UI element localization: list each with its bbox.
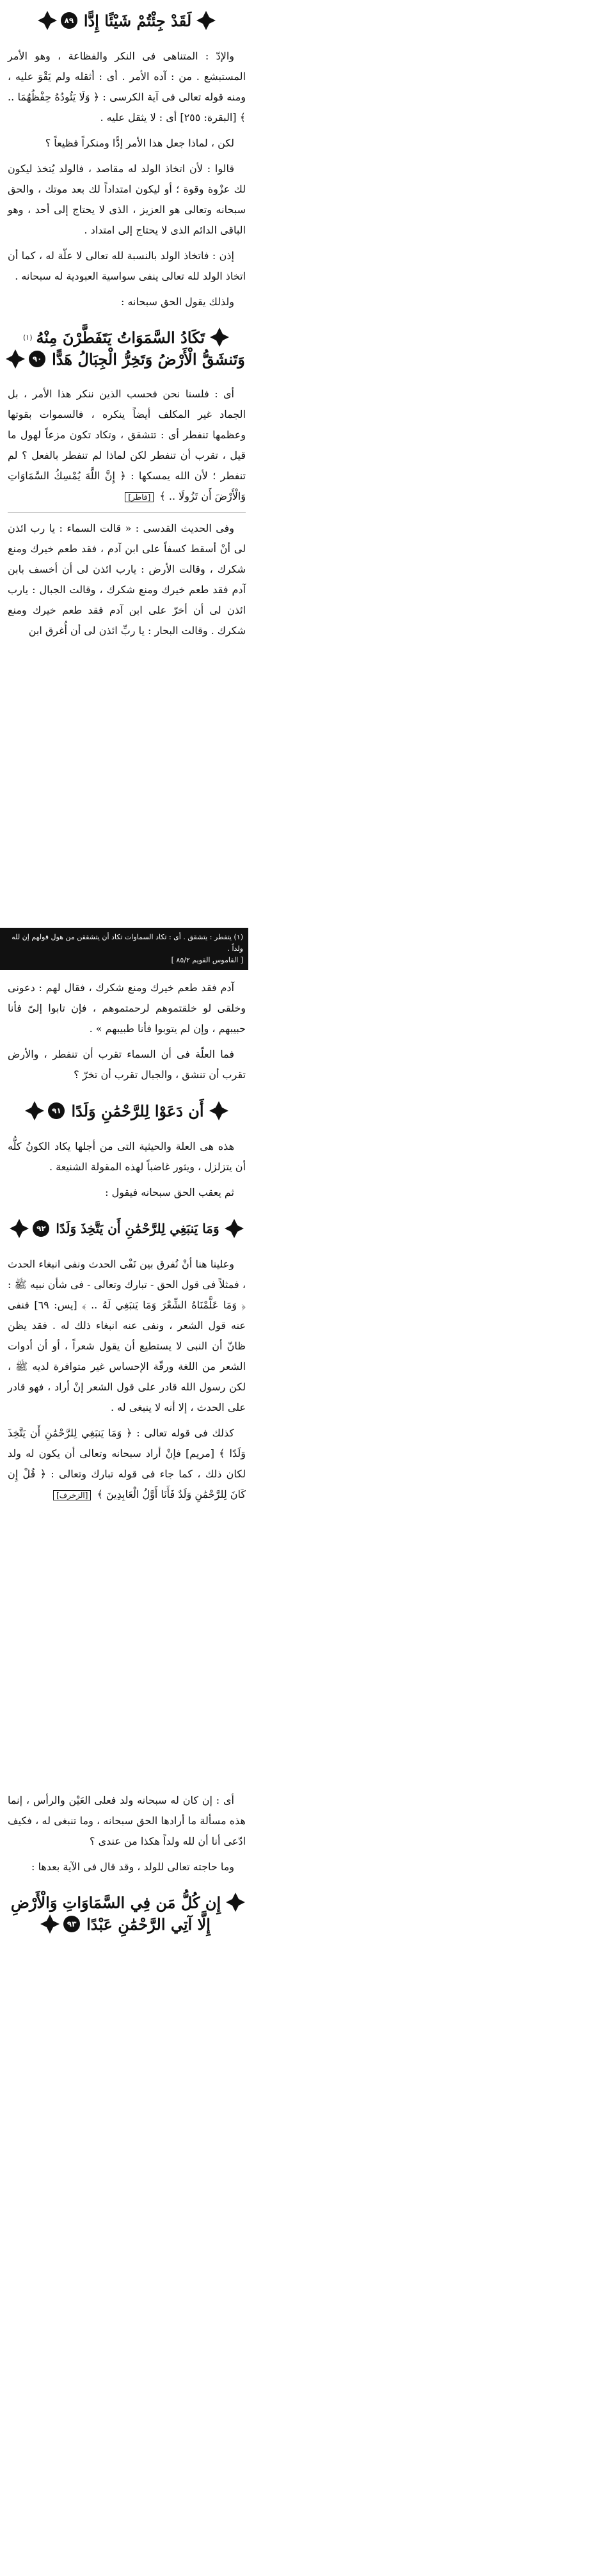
verse-text: لَقَدْ جِئْتُمْ شَيْئًا إِدًّا xyxy=(83,11,192,30)
paragraph: وعلينا هنا أنْ نُفرق بين نَفْى الحدث ونفى انبغاء الحدث ، فمثلاً فى قول الحق - تبارك وتعالى - فى شأن نبيه ﷺ : ﴿ وَمَا عَلَّمْنَاهُ الشِّعْرَ وَمَا يَنبَغِي لَهُ .. ﴾ [يس: ٦٩] فنفى عنه قول الشعر ، ونفى عنه انبغاء ذلك له . فقد يظن ظانّ أن النبى لا يستطيع أن يقول شعراً ، أو أن أدوات الشعر من اللغة ورقّة الإحساس غير متوافرة لديه ﷺ ، لكن رسول الله قادر على قول الشعر إنْ أراد ، فهو قادر على الحدث ، إلا أنه لا ينبغى له . xyxy=(8,1258,246,1413)
verse-banner-93 xyxy=(5,1882,248,1944)
page-strip-top xyxy=(5,0,248,646)
paragraph: والإدّ : المتناهى فى النكر والفظاعة ، وهو الأمر المستبشع . من : آده الأمر . أى : أثقله ولم يَقْوَ عليه ، ومنه قوله تعالى فى آية الكرسى : ﴿ وَلَا يَئُودُهُ حِفْظُهُمَا .. ﴾ [البقرة: ٢٥٥] أى : لا يثقل عليه . xyxy=(8,50,246,123)
source-tag: [الزخرف] xyxy=(53,1490,91,1500)
page-strip-bottom xyxy=(5,1785,248,1944)
footnote-marker: (١) xyxy=(22,333,33,342)
paragraph: وفى الحديث القدسى : « قالت السماء : يا رب ائذن لى أنْ أسقط كسفاً على ابن آدم ، فقد طعم خيرك ومنع شكرك ، وقالت الأرض : يارب ائذن لى أن أخسف بابن آدم فقد طعم خيرك ومنع شكرك ، وقالت الجبال : يارب ائذن لى أن أخرّ على ابن آدم فقد طعم خيرك ومنع شكرك . وقالت البحار : يا ربِّ ائذن لى أن أُغرق ابن xyxy=(8,522,246,637)
verse-number-badge: ٩٠ xyxy=(29,351,45,367)
source-tag: [فاطر] xyxy=(125,492,154,502)
footnote-bar xyxy=(0,928,248,970)
ornament-icon xyxy=(209,326,230,348)
verse-banner-91 xyxy=(5,1090,248,1131)
verse-number-badge: ٩٣ xyxy=(63,1916,80,1932)
verse-text: وَتَنشَقُّ الْأَرْضُ وَتَخِرُّ الْجِبَالُ هَدًّا xyxy=(52,349,245,369)
verse-text: وَمَا يَنبَغِي لِلرَّحْمَٰنِ أَن يَتَّخِذَ وَلَدًا xyxy=(56,1221,219,1236)
verse-text: أَن دَعَوْا لِلرَّحْمَٰنِ وَلَدًا xyxy=(71,1101,204,1120)
paragraph-text: كذلك فى قوله تعالى : ﴿ وَمَا يَنبَغِي لِلرَّحْمَٰنِ أَن يَتَّخِذَ وَلَدًا ﴾ [مريم] فإنْ أراد سبحانه وتعالى أن يكون له ولد لكان ذلك ، كما جاء فى قوله تبارك وتعالى : ﴿ قُلْ إِن كَانَ لِلرَّحْمَٰنِ وَلَدٌ فَأَنَا أَوَّلُ الْعَابِدِينَ ﴾ xyxy=(8,1427,246,1500)
ornament-icon xyxy=(39,1913,61,1935)
ornament-icon xyxy=(24,1100,45,1122)
verse-banner-90 xyxy=(5,317,248,379)
paragraph: وما حاجته تعالى للولد ، وقد قال فى الآية بعدها : xyxy=(31,1861,234,1873)
paragraph: إذن : فاتخاذ الولد بالنسبة لله تعالى لا علّة له ، كما أن اتخاذ الولد لله تعالى ينفى سواسية العبودية له سبحانه . xyxy=(8,250,246,282)
paragraph xyxy=(8,384,246,507)
ornament-icon xyxy=(4,348,26,370)
verse-banner-89 xyxy=(5,0,248,41)
paragraph: فما العلّة فى أن السماء تقرب أن تنفطر ، والأرض تقرب أن تنشق ، والجبال تقرب أن تخرّ ؟ xyxy=(8,1048,246,1081)
page-strip-middle xyxy=(5,973,248,1511)
ornament-icon xyxy=(195,10,217,31)
verse-text: تَكَادُ السَّمَوَاتُ يَتَفَطَّرْنَ مِنْهُ xyxy=(36,328,205,347)
footnote-text: (١) يتفطر : يتشقق . أى : تكاد السماوات تكاد أن يتشققن من هول قولهم إن لله ولداً . xyxy=(12,933,243,953)
paragraph: لكن ، لماذا جعل هذا الأمر إدًّا ومنكراً فظيعاً ؟ xyxy=(45,137,234,149)
verse-text: إِن كُلُّ مَن فِي السَّمَاوَاتِ وَالْأَرْضِ xyxy=(10,1893,221,1912)
verse-text: إِلَّا آتِي الرَّحْمَٰنِ عَبْدًا xyxy=(86,1914,211,1934)
ornament-icon xyxy=(223,1218,245,1239)
ornament-icon xyxy=(8,1218,30,1239)
verse-number-badge: ٩٢ xyxy=(33,1220,49,1237)
ornament-icon xyxy=(225,1891,246,1913)
paragraph: ثم يعقب الحق سبحانه فيقول : xyxy=(105,1186,234,1198)
paragraph: هذه هى العلة والحيثية التى من أجلها يكاد الكونُ كلُّه أن يتزلزل ، ويثور غاضباً لهذه المقولة الشنيعة . xyxy=(8,1140,246,1173)
footnote-source: [ القاموس القويم ٨٥/٢ ] xyxy=(171,956,243,964)
paragraph xyxy=(8,1423,246,1506)
paragraph: ولذلك يقول الحق سبحانه : xyxy=(121,296,234,308)
paragraph: آدم فقد طعم خيرك ومنع شكرك ، فقال لهم : دعونى وخلقى لو خلقتموهم لرحمتموهم ، فإن تابوا إلىّ فأنا حبيبهم ، وإن لم يتوبوا فأنا طبيبهم » . xyxy=(8,982,246,1035)
paragraph: أى : إن كان له سبحانه ولد فعلى العَيْن والرأس ، إنما هذه مسألة ما أرادها الحق سبحانه ، وما تنبغى له ، فكيف ادّعى أنا أن لله ولداً هكذا من عندى ؟ xyxy=(8,1794,246,1847)
paragraph-text: أى : فلسنا نحن فحسب الذين ننكر هذا الأمر ، بل الجماد غير المكلف أيضاً ينكره ، فالسموات بقوتها وعظمها تنفطر أى : تتشقق ، وتكاد تكون مزعاً لهول ما قيل ، تقرب أن تنفطر لكن لماذا لم تنفطر بالفعل ؟ لم تنفطر ؛ لأن الله يمسكها : ﴿ إِنَّ اللَّهَ يُمْسِكُ السَّمَاوَاتِ وَالْأَرْضَ أَن تَزُولَا .. ﴾ xyxy=(8,388,246,502)
paragraph: قالوا : لأن اتخاذ الولد له مقاصد ، فالولد يُتخذ ليكون لك عزْوة وقوة ؛ أو ليكون امتداداً لك بعد موتك ، والحق سبحانه وتعالى هو العزيز ، الذى لا يحتاج إلى أحد ، وهو الباقى الدائم الذى لا يحتاج إلى امتداد . xyxy=(8,163,246,236)
verse-banner-92 xyxy=(5,1208,248,1249)
verse-number-badge: ٩١ xyxy=(48,1102,65,1119)
ornament-icon xyxy=(36,10,58,31)
verse-number-badge: ٨٩ xyxy=(61,12,77,29)
ornament-icon xyxy=(208,1100,230,1122)
